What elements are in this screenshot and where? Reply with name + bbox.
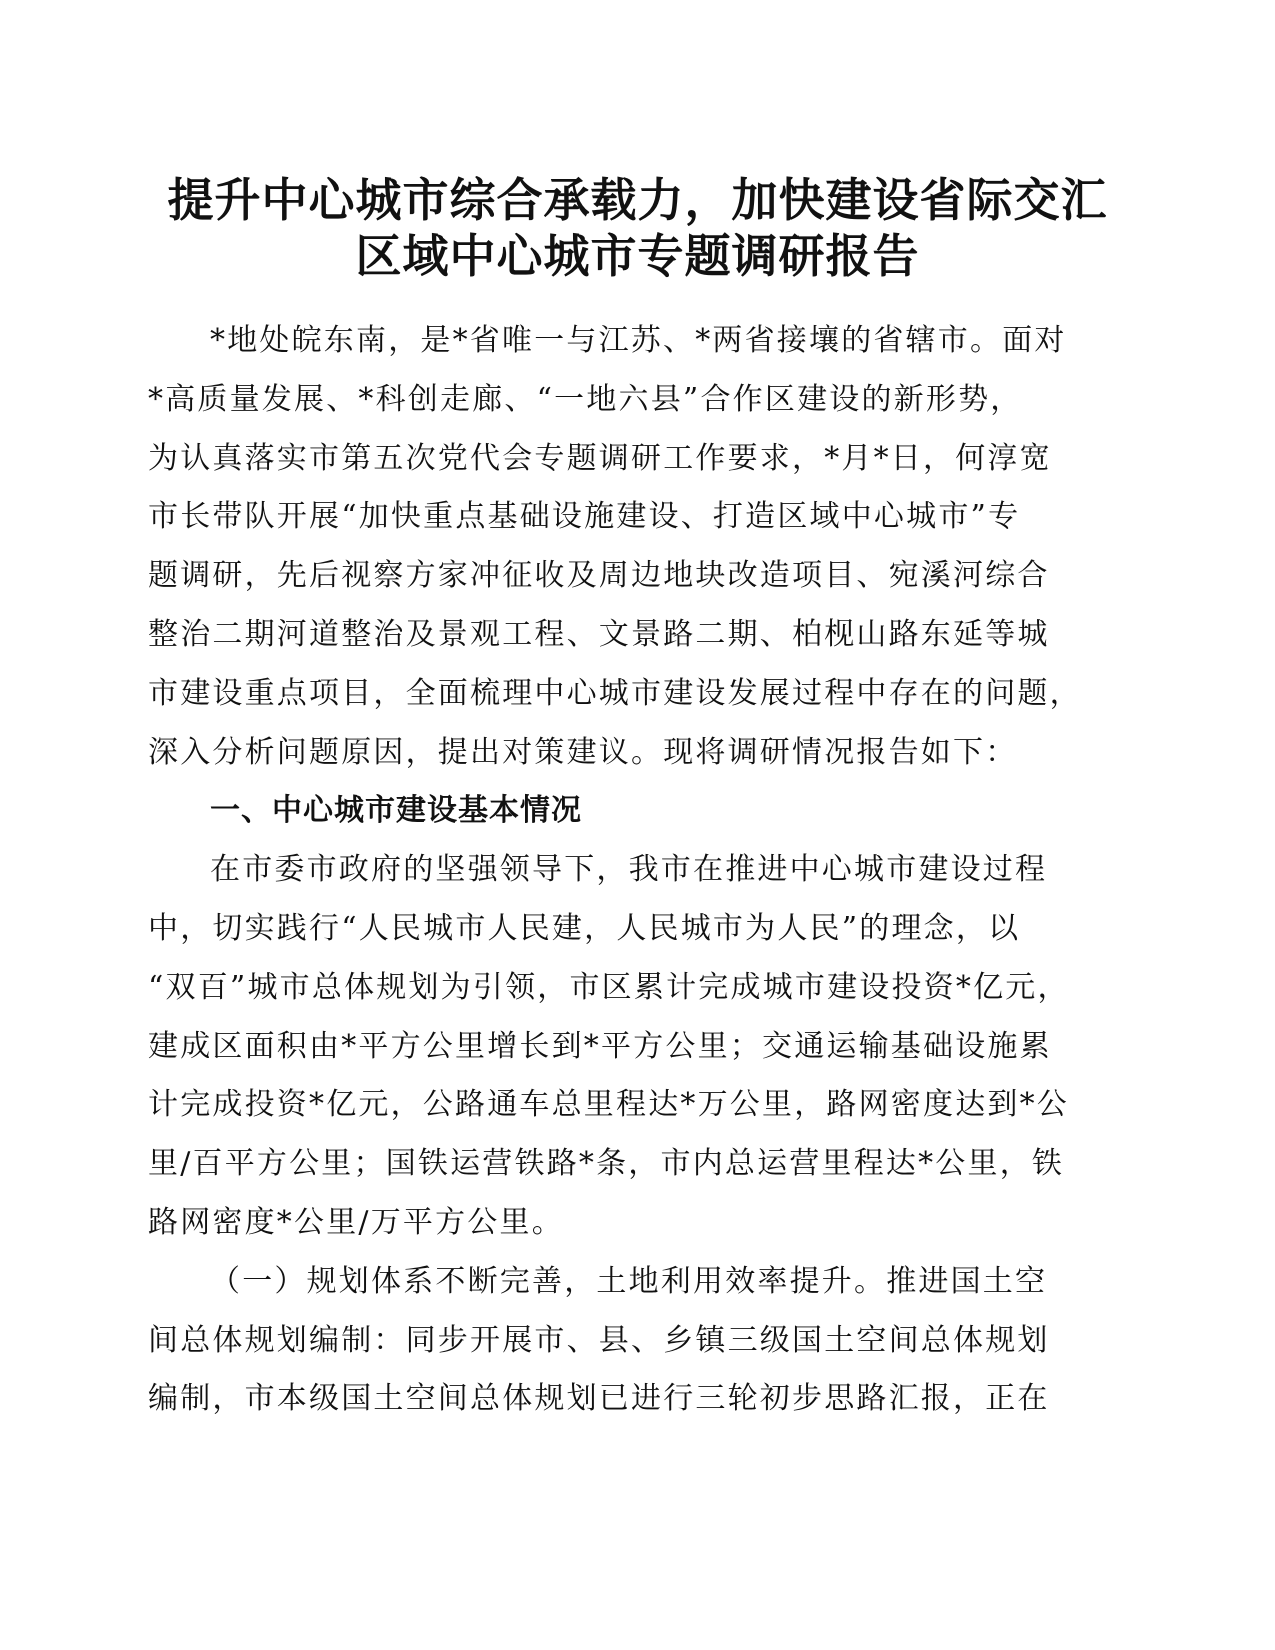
subsection-line: （一）规划体系不断完善，土地利用效率提升。推进国土空 <box>210 1263 1048 1299</box>
paragraph-line: 整治二期河道整治及景观工程、文景路二期、柏枧山路东延等城 <box>148 616 1050 652</box>
paragraph-line: *高质量发展、*科创走廊、“一地六县”合作区建设的新形势， <box>148 381 1023 417</box>
paragraph-line: 计完成投资*亿元，公路通车总里程达*万公里，路网密度达到*公 <box>148 1087 1069 1123</box>
paragraph-line: 中，切实践行“人民城市人民建，人民城市为人民”的理念，以 <box>148 910 1021 946</box>
paragraph-line: 为认真落实市第五次党代会专题调研工作要求，*月*日，何淳宽 <box>148 440 1052 476</box>
document-body <box>148 312 1082 1429</box>
paragraph-line: 市长带队开展“加快重点基础设施建设、打造区域中心城市”专 <box>148 499 1021 535</box>
paragraph-line: 题调研，先后视察方家冲征收及周边地块改造项目、宛溪河综合 <box>148 558 1050 594</box>
document-title <box>0 172 1275 284</box>
paragraph-line: 间总体规划编制：同步开展市、县、乡镇三级国土空间总体规划 <box>148 1322 1050 1358</box>
paragraph-line: 编制，市本级国土空间总体规划已进行三轮初步思路汇报，正在 <box>148 1381 1050 1417</box>
section-heading: 一、中心城市建设基本情况 <box>210 793 582 829</box>
title-line-1: 提升中心城市综合承载力，加快建设省际交汇 <box>167 173 1108 227</box>
paragraph-line: 路网密度*公里/万平方公里。 <box>148 1204 564 1240</box>
paragraph-line: 市建设重点项目，全面梳理中心城市建设发展过程中存在的问题， <box>148 675 1082 711</box>
paragraph-line: 深入分析问题原因，提出对策建议。现将调研情况报告如下： <box>148 734 1018 770</box>
paragraph-line: *地处皖东南，是*省唯一与江苏、*两省接壤的省辖市。面对 <box>210 323 1067 358</box>
title-line-2: 区域中心城市专题调研报告 <box>355 229 920 283</box>
paragraph-line: 在市委市政府的坚强领导下，我市在推进中心城市建设过程 <box>210 852 1048 888</box>
paragraph-line: “双百”城市总体规划为引领，市区累计完成城市建设投资*亿元， <box>148 969 1070 1005</box>
paragraph-line: 里/百平方公里；国铁运营铁路*条，市内总运营里程达*公里，铁 <box>148 1146 1065 1182</box>
paragraph-line: 建成区面积由*平方公里增长到*平方公里；交通运输基础设施累 <box>148 1028 1052 1064</box>
